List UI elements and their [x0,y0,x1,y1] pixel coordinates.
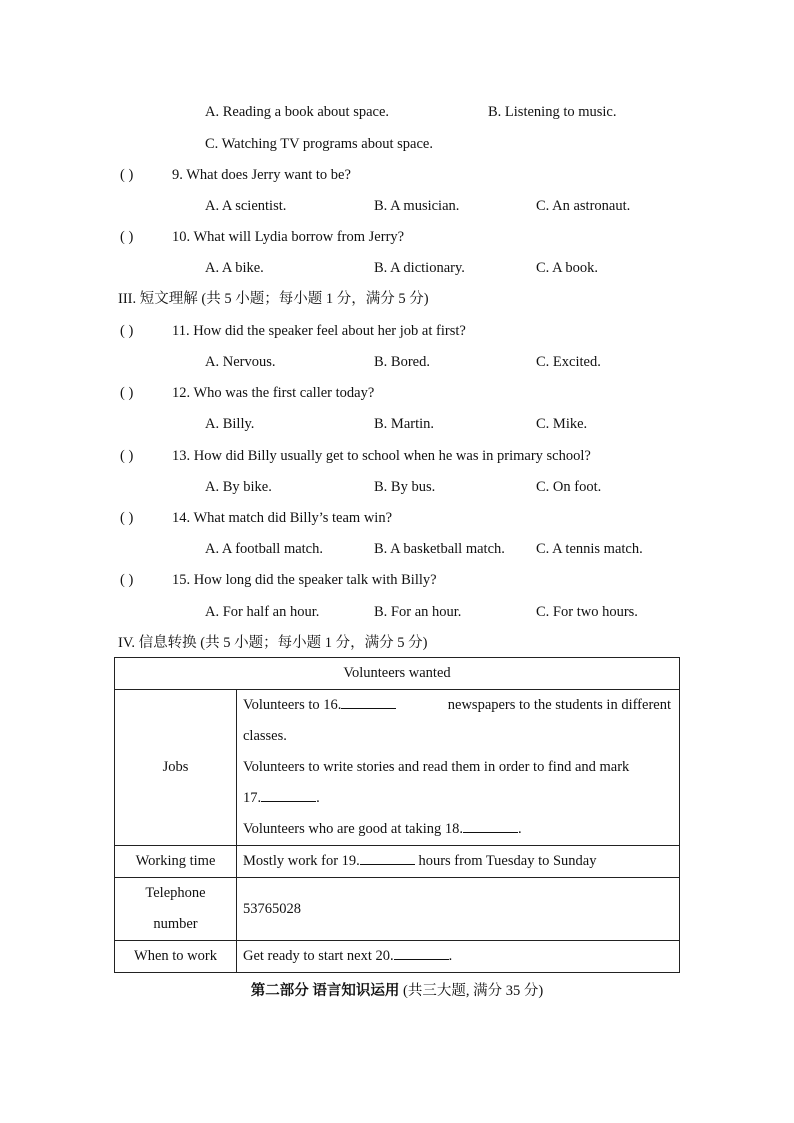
jobs-line4: 17. [243,790,262,806]
option-9c: C. An astronaut. [536,198,631,214]
option-12b: B. Martin. [374,416,435,432]
table-row [115,941,680,973]
when-label: When to work [115,941,237,973]
volunteers-table [114,657,680,973]
when-cell: Get ready to start next 20. . [237,941,680,973]
option-10a: A. A bike. [205,260,264,276]
telephone-value: 53765028 [237,878,680,941]
table-row [115,658,680,690]
answer-paren-13[interactable]: ( ) [120,448,134,464]
answer-paren-11[interactable]: ( ) [120,323,134,339]
jobs-line1-b: newspapers to the students in different [447,697,671,713]
option-15b: B. For an hour. [374,604,462,620]
option-14a: A. A football match. [205,541,323,557]
option-10c: C. A book. [536,260,599,276]
part-2-heading [0,982,794,1000]
option-8b: B. Listening to music. [488,104,617,120]
option-12c: C. Mike. [536,416,588,432]
question-11: 11. How did the speaker feel about her job at first? [172,323,466,339]
answer-paren-12[interactable]: ( ) [120,385,134,401]
blank-19[interactable] [360,852,415,865]
table-row [115,846,680,878]
jobs-line3: Volunteers to write stories and read them in order to find and mark [243,759,630,775]
part-2-title: 第二部分 语言知识运用 [250,983,400,999]
option-8a: A. Reading a book about space. [205,104,390,120]
option-15c: C. For two hours. [536,604,638,620]
question-10: 10. What will Lydia borrow from Jerry? [172,229,405,245]
question-12: 12. Who was the first caller today? [172,385,375,401]
jobs-line1-a: Volunteers to 16. [243,697,342,713]
blank-17[interactable] [261,789,316,802]
option-14b: B. A basketball match. [374,541,505,557]
working-time-b: hours from Tuesday to Sunday [418,853,597,869]
option-11b: B. Bored. [374,354,430,370]
answer-paren-9[interactable]: ( ) [120,167,134,183]
question-14: 14. What match did Billy’s team win? [172,510,393,526]
jobs-label: Jobs [115,690,237,846]
blank-18[interactable] [463,820,518,833]
blank-20[interactable] [394,947,449,960]
option-9b: B. A musician. [374,198,460,214]
option-14c: C. A tennis match. [536,541,643,557]
table-row [115,690,680,846]
jobs-cell: Volunteers to 16. newspapers to the students in different classes. Volunteers to write stories and read them in order to find and mark 17. . Volunteers who are good at taking 18. . [237,690,680,846]
telephone-label [115,878,237,941]
when-value: Get ready to start next 20. [243,948,394,964]
option-13c: C. On foot. [536,479,602,495]
answer-paren-15[interactable]: ( ) [120,572,134,588]
question-13: 13. How did Billy usually get to school when he was in primary school? [172,448,591,464]
table-row [115,878,680,941]
answer-paren-14[interactable]: ( ) [120,510,134,526]
working-time-cell [237,846,680,878]
blank-16[interactable] [341,696,396,709]
option-9a: A. A scientist. [205,198,287,214]
option-10b: B. A dictionary. [374,260,465,276]
option-11a: A. Nervous. [205,354,276,370]
working-time-a: Mostly work for 19. [243,853,360,869]
jobs-line5: Volunteers who are good at taking 18. [243,821,464,837]
question-15: 15. How long did the speaker talk with Billy? [172,572,437,588]
option-11c: C. Excited. [536,354,601,370]
section-4-title: IV. 信息转换 (共 5 小题；每小题 1 分，满分 5 分) [118,635,428,651]
telephone-label-1: Telephone [145,885,206,901]
part-2-score: (共三大题, 满分 35 分) [403,983,544,999]
answer-paren-10[interactable]: ( ) [120,229,134,245]
question-9: 9. What does Jerry want to be? [172,167,351,183]
option-12a: A. Billy. [205,416,255,432]
section-3-title: III. 短文理解 (共 5 小题；每小题 1 分，满分 5 分) [118,291,429,307]
working-time-label: Working time [115,846,237,878]
option-13b: B. By bus. [374,479,436,495]
option-8c: C. Watching TV programs about space. [205,136,433,152]
option-13a: A. By bike. [205,479,272,495]
table-title: Volunteers wanted [115,658,680,690]
option-15a: A. For half an hour. [205,604,320,620]
telephone-label-2: number [153,916,198,932]
jobs-line2: classes. [243,728,287,744]
